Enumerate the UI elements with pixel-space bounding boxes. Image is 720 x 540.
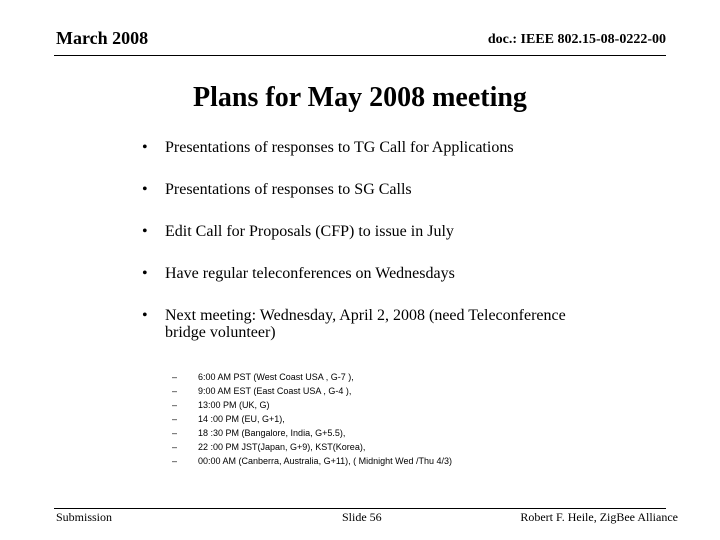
- bullet-marker-icon: •: [142, 223, 148, 240]
- header-doc-id: doc.: IEEE 802.15-08-0222-00: [487, 32, 666, 47]
- dash-marker-icon: –: [172, 372, 178, 382]
- dash-marker-icon: –: [172, 456, 178, 466]
- sub-bullet-text: 9:00 AM EST (East Coast USA , G-4 ),: [198, 386, 352, 396]
- sub-bullet-text: 6:00 AM PST (West Coast USA , G-7 ),: [198, 372, 354, 382]
- footer-author: Robert F. Heile, ZigBee Alliance: [520, 510, 678, 524]
- bullet-item: [142, 181, 582, 198]
- sub-bullet-list: [172, 370, 452, 468]
- sub-bullet-text: 18 :30 PM (Bangalore, India, G+5.5),: [198, 428, 346, 438]
- bullet-marker-icon: •: [142, 307, 148, 324]
- header-divider: [54, 55, 666, 56]
- sub-bullet-text: 22 :00 PM JST(Japan, G+9), KST(Korea),: [198, 442, 366, 452]
- bullet-item: [142, 307, 582, 341]
- sub-bullet-item: [172, 384, 452, 398]
- bullet-item: [142, 223, 582, 240]
- footer-submission: Submission: [56, 510, 113, 524]
- bullet-item: [142, 265, 582, 282]
- footer-divider: [54, 508, 666, 509]
- slide-title: Plans for May 2008 meeting: [193, 82, 527, 113]
- footer-slide-number: Slide 56: [342, 510, 382, 524]
- sub-bullet-text: 14 :00 PM (EU, G+1),: [198, 414, 285, 424]
- sub-bullet-item: [172, 454, 452, 468]
- bullet-marker-icon: •: [142, 139, 148, 156]
- sub-bullet-text: 13:00 PM (UK, G): [198, 400, 270, 410]
- bullet-text: Next meeting: Wednesday, April 2, 2008 (need Teleconference bridge volunteer): [165, 307, 566, 341]
- sub-bullet-item: [172, 370, 452, 384]
- bullet-text: Have regular teleconferences on Wednesdays: [165, 265, 455, 282]
- dash-marker-icon: –: [172, 428, 178, 438]
- sub-bullet-item: [172, 398, 452, 412]
- bullet-marker-icon: •: [142, 181, 148, 198]
- bullet-list: [142, 139, 582, 366]
- bullet-item: [142, 139, 582, 156]
- sub-bullet-item: [172, 440, 452, 454]
- bullet-text: Presentations of responses to TG Call for Applications: [165, 139, 514, 156]
- header-date: March 2008: [56, 28, 149, 48]
- sub-bullet-item: [172, 412, 452, 426]
- sub-bullet-text: 00:00 AM (Canberra, Australia, G+11), ( Midnight Wed /Thu 4/3): [198, 456, 453, 466]
- dash-marker-icon: –: [172, 442, 178, 452]
- dash-marker-icon: –: [172, 414, 178, 424]
- bullet-marker-icon: •: [142, 265, 148, 282]
- bullet-text: Edit Call for Proposals (CFP) to issue in July: [165, 223, 454, 240]
- dash-marker-icon: –: [172, 400, 178, 410]
- dash-marker-icon: –: [172, 386, 178, 396]
- sub-bullet-item: [172, 426, 452, 440]
- bullet-text: Presentations of responses to SG Calls: [165, 181, 412, 198]
